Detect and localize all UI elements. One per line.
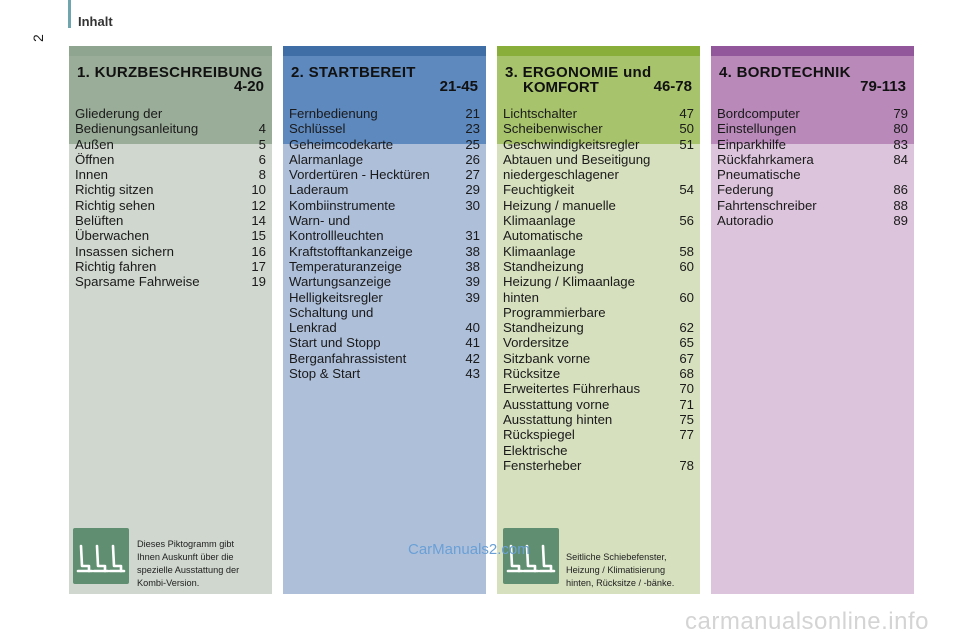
- toc-entry-label: Überwachen: [75, 228, 150, 244]
- toc-entry-page: 54: [679, 182, 694, 198]
- toc-entry-label: Alarmanlage: [289, 151, 364, 167]
- chapter-1-panel: [69, 46, 272, 594]
- toc-entry-page: 39: [465, 289, 480, 305]
- toc-entry-label: Gliederung der Bedienungsanleitung: [75, 106, 199, 137]
- toc-entry-label: Automatische Klimaanlage: [503, 228, 583, 259]
- toc-entry-label: Geheimcodekarte: [289, 136, 394, 152]
- toc-entry-label: Bordcomputer: [717, 106, 800, 121]
- toc-entry-page: 26: [465, 151, 480, 167]
- toc-entry[interactable]: [503, 198, 694, 229]
- pictogram-note: Seitliche Schiebefenster, Heizung / Klimatisierung hinten, Rücksitze / -bänke.: [566, 552, 675, 588]
- toc-entry-page: 58: [679, 243, 694, 259]
- chapter-title-line2: KOMFORT: [523, 79, 599, 96]
- toc-entry-label: Geschwindigkeitsregler: [503, 136, 640, 152]
- toc-entry-page: 65: [679, 335, 694, 351]
- toc-entry[interactable]: [75, 167, 266, 182]
- toc-entry[interactable]: [289, 351, 480, 366]
- toc-entry[interactable]: [717, 137, 908, 152]
- toc-entry-page: 15: [251, 228, 266, 244]
- toc-entry-label: Vordertüren - Hecktüren: [289, 167, 430, 183]
- toc-entry-label: Richtig fahren: [75, 258, 157, 274]
- chapter-title: 4. BORDTECHNIK: [719, 64, 851, 81]
- toc-entry-page: 43: [465, 366, 480, 382]
- toc-entry[interactable]: [503, 274, 694, 305]
- toc-entry-page: 16: [251, 243, 266, 259]
- toc-entry-label: Lichtschalter: [503, 106, 578, 121]
- toc-entry[interactable]: [503, 412, 694, 427]
- toc-entry-label: Schaltung und Lenkrad: [289, 304, 374, 336]
- watermark-footer: carmanualsonline.info: [685, 608, 929, 635]
- toc-entry[interactable]: [289, 198, 480, 213]
- chapter-title: 3. ERGONOMIE und: [505, 64, 652, 81]
- toc-entry-page: 79: [893, 106, 908, 121]
- toc-entry-page: 39: [465, 274, 480, 290]
- toc-entry-label: Pneumatische Federung: [717, 167, 801, 198]
- toc-entry-page: 38: [465, 258, 480, 274]
- chapter-3-panel: [497, 46, 700, 594]
- toc-entry-page: 84: [893, 151, 908, 167]
- toc-entry-label: Einparkhilfe: [717, 136, 786, 152]
- toc-entry[interactable]: [75, 198, 266, 213]
- toc-entry-page: 60: [679, 258, 694, 274]
- toc-entry-page: 8: [258, 167, 266, 183]
- toc-entry-label: Laderaum: [289, 182, 349, 198]
- toc-entry-label: Programmierbare Standheizung: [503, 304, 606, 336]
- toc-entry-page: 67: [679, 350, 694, 366]
- pictogram-note: Dieses Piktogramm gibt Ihnen Auskunft über die spezielle Ausstattung der Kombi-Version.: [137, 539, 240, 588]
- toc-entry-label: Stop & Start: [289, 366, 361, 382]
- toc-entry-label: Start und Stopp: [289, 335, 381, 351]
- toc-entry[interactable]: [717, 152, 908, 167]
- toc-entry-label: Sparsame Fahrweise: [75, 274, 200, 290]
- toc-entry-label: Kombiinstrumente: [289, 197, 396, 213]
- toc-entry[interactable]: [503, 259, 694, 274]
- toc-entry-page: 80: [893, 121, 908, 137]
- toc-entry-label: Öffnen: [75, 151, 115, 167]
- toc-entry-page: 10: [251, 182, 266, 198]
- toc-entry-label: Vordersitze: [503, 335, 569, 351]
- toc-entry[interactable]: [289, 167, 480, 182]
- toc-entry-label: Abtauen und Beseitigung niedergeschlagener Feuchtigkeit: [503, 151, 651, 198]
- toc-entry[interactable]: [289, 290, 480, 305]
- toc-entry-page: 27: [465, 167, 480, 183]
- toc-entry[interactable]: [503, 305, 694, 336]
- toc-entry[interactable]: [503, 397, 694, 412]
- toc-entry-label: Rücksitze: [503, 366, 561, 382]
- toc-entry-page: 6: [258, 151, 266, 167]
- toc-entry[interactable]: [503, 366, 694, 381]
- toc-entry-page: 38: [465, 243, 480, 259]
- header-rule: [68, 0, 71, 28]
- toc-entry[interactable]: [503, 121, 694, 136]
- toc-entry-label: Fernbedienung: [289, 106, 378, 121]
- toc-entry-label: Temperaturanzeige: [289, 258, 402, 274]
- toc-entry[interactable]: [289, 182, 480, 197]
- toc-entry-page: 14: [251, 213, 266, 229]
- toc-entry[interactable]: [75, 244, 266, 259]
- toc-entry-label: Scheibenwischer: [503, 121, 603, 137]
- section-title: Inhalt: [78, 14, 113, 29]
- toc-entry-page: 42: [465, 350, 480, 366]
- toc-entry[interactable]: [503, 152, 694, 198]
- toc-entry[interactable]: [75, 274, 266, 289]
- toc-entry[interactable]: [289, 152, 480, 167]
- toc-entry[interactable]: [503, 137, 694, 152]
- toc-entry-label: Außen: [75, 136, 114, 152]
- chapter-color-bar: [497, 46, 700, 56]
- toc-entry-label: Ausstattung vorne: [503, 396, 610, 412]
- toc-entry[interactable]: [503, 381, 694, 396]
- toc-entry[interactable]: [75, 213, 266, 228]
- chapter-title: 1. KURZBESCHREIBUNG: [77, 64, 263, 81]
- toc-entry-page: 60: [679, 289, 694, 305]
- toc-entry[interactable]: [75, 228, 266, 243]
- toc-entry-label: Kraftstofftankanzeige: [289, 243, 413, 259]
- toc-entry[interactable]: [717, 121, 908, 136]
- toc-entry-label: Berganfahrassistent: [289, 350, 407, 366]
- toc-entry-label: Autoradio: [717, 213, 774, 229]
- chapter-color-bar: [711, 46, 914, 56]
- toc-entry-label: Standheizung: [503, 258, 584, 274]
- toc-entry-page: 29: [465, 182, 480, 198]
- toc-entry[interactable]: [717, 106, 908, 121]
- toc-entry-page: 25: [465, 136, 480, 152]
- toc-entry[interactable]: [289, 366, 480, 381]
- toc-entry[interactable]: [75, 152, 266, 167]
- toc-entry[interactable]: [75, 137, 266, 152]
- page-number: 2: [30, 34, 46, 42]
- toc-entry[interactable]: [717, 213, 908, 228]
- chapter-3-list: [503, 106, 694, 473]
- toc-entry-label: Elektrische Fensterheber: [503, 442, 582, 473]
- watermark-center: CarManuals2.com: [408, 541, 530, 558]
- chapter-color-bar: [283, 46, 486, 56]
- toc-entry[interactable]: [503, 228, 694, 259]
- toc-entry-page: 5: [258, 136, 266, 152]
- chapter-1-list: [75, 106, 266, 290]
- chapter-2-panel: [283, 46, 486, 594]
- toc-entry-label: Rückfahrkamera: [717, 151, 814, 167]
- chapter-2-list: [289, 106, 480, 381]
- toc-entry[interactable]: [717, 167, 908, 198]
- toc-entry[interactable]: [289, 259, 480, 274]
- toc-entry[interactable]: [717, 198, 908, 213]
- toc-entry-page: 21: [465, 106, 480, 121]
- toc-entry-page: 89: [893, 213, 908, 229]
- toc-entry-label: Erweitertes Führerhaus: [503, 381, 641, 397]
- toc-entry-label: Rückspiegel: [503, 427, 575, 443]
- toc-entry-page: 77: [679, 427, 694, 443]
- toc-entry-page: 40: [465, 320, 480, 336]
- toc-entry-page: 83: [893, 136, 908, 152]
- seats-pictogram-icon: [73, 528, 129, 584]
- toc-entry-page: 71: [679, 396, 694, 412]
- toc-entry[interactable]: [289, 244, 480, 259]
- chapter-title: 2. STARTBEREIT: [291, 64, 416, 81]
- toc-entry[interactable]: [503, 443, 694, 474]
- chapter-4-list: [717, 106, 908, 228]
- chapter-pages: 79-113: [860, 78, 906, 95]
- toc-entry[interactable]: [75, 259, 266, 274]
- toc-entry-page: 70: [679, 381, 694, 397]
- toc-entry-page: 68: [679, 366, 694, 382]
- toc-entry-page: 19: [251, 274, 266, 290]
- toc-entry-label: Ausstattung hinten: [503, 411, 613, 427]
- toc-entry[interactable]: [289, 121, 480, 136]
- toc-entry[interactable]: [75, 182, 266, 197]
- toc-entry-label: Heizung / manuelle Klimaanlage: [503, 197, 616, 229]
- toc-entry-page: 12: [251, 197, 266, 213]
- chapter-4-panel: [711, 46, 914, 594]
- toc-entry-page: 41: [465, 335, 480, 351]
- toc-entry-label: Wartungsanzeige: [289, 274, 392, 290]
- toc-entry[interactable]: [503, 335, 694, 350]
- toc-entry-page: 4: [258, 121, 266, 137]
- toc-entry-page: 31: [465, 228, 480, 244]
- toc-entry[interactable]: [289, 305, 480, 336]
- toc-entry-label: Insassen sichern: [75, 243, 174, 259]
- toc-entry[interactable]: [75, 106, 266, 137]
- toc-entry-label: Innen: [75, 167, 109, 183]
- toc-entry-label: Schlüssel: [289, 121, 346, 137]
- toc-entry[interactable]: [289, 106, 480, 121]
- toc-entry-page: 51: [679, 136, 694, 152]
- toc-entry-label: Einstellungen: [717, 121, 797, 137]
- toc-entry-label: Fahrtenschreiber: [717, 197, 817, 213]
- chapter-color-bar: [69, 46, 272, 56]
- chapter-pages: 4-20: [233, 78, 264, 95]
- toc-entry-page: 88: [893, 197, 908, 213]
- toc-entry[interactable]: [289, 274, 480, 289]
- toc-entry-page: 75: [679, 411, 694, 427]
- toc-entry-label: Sitzbank vorne: [503, 350, 591, 366]
- toc-entry-page: 23: [465, 121, 480, 137]
- toc-entry-label: Richtig sitzen: [75, 182, 154, 198]
- toc-entry-label: Warn- und Kontrollleuchten: [289, 213, 384, 244]
- toc-entry-page: 78: [679, 457, 694, 473]
- toc-entry-page: 50: [679, 121, 694, 137]
- chapter-pages: 46-78: [653, 78, 692, 95]
- toc-entry-label: Heizung / Klimaanlage hinten: [503, 274, 635, 305]
- chapter-pages: 21-45: [439, 78, 478, 95]
- toc-entry-label: Belüften: [75, 213, 124, 229]
- toc-entry-label: Helligkeitsregler: [289, 289, 383, 305]
- toc-entry[interactable]: [289, 213, 480, 244]
- toc-entry[interactable]: [503, 351, 694, 366]
- toc-entry[interactable]: [503, 427, 694, 442]
- toc-entry-page: 30: [465, 197, 480, 213]
- toc-entry-page: 56: [679, 213, 694, 229]
- toc-entry-page: 62: [679, 320, 694, 336]
- toc-entry-label: Richtig sehen: [75, 197, 155, 213]
- toc-entry[interactable]: [503, 106, 694, 121]
- toc-entry[interactable]: [289, 137, 480, 152]
- toc-entry-page: 17: [251, 258, 266, 274]
- toc-entry-page: 86: [893, 182, 908, 198]
- toc-entry[interactable]: [289, 335, 480, 350]
- toc-entry-page: 47: [679, 106, 694, 121]
